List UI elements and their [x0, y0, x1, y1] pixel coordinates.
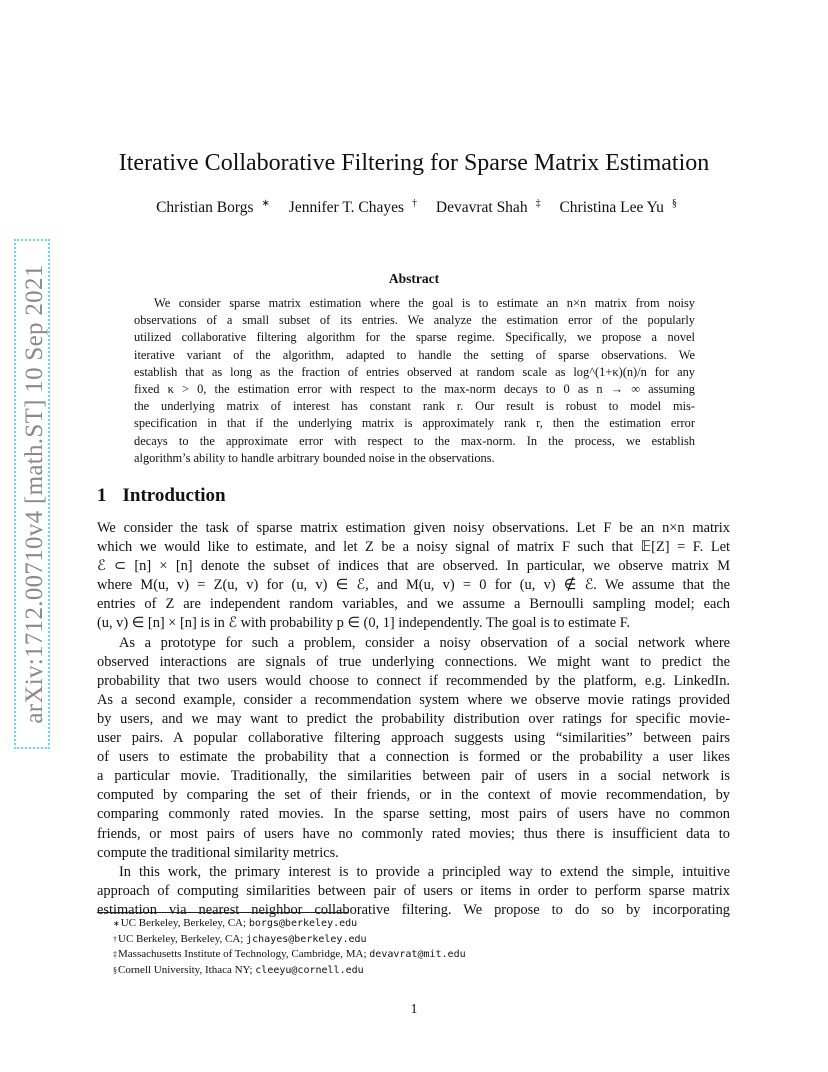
footnote-text: UC Berkeley, Berkeley, CA;: [120, 917, 249, 929]
abstract-line: algorithm’s ability to handle arbitrary bounded noise in the observations.: [134, 450, 495, 465]
body-line: which we would like to estimate, and let Z be a noisy signal of matrix F such that 𝔼[Z] = F. Let: [97, 539, 730, 556]
footnote: [113, 916, 466, 932]
footnote-mark: ‡: [535, 198, 541, 209]
footnote-email[interactable]: devavrat@mit.edu: [369, 949, 466, 961]
body-line: approach of computing similarities between pair of users or items in order to perform sparse matrix: [97, 882, 730, 899]
footnote-mark: †: [412, 198, 418, 209]
footnote-rule: [97, 912, 349, 913]
abstract-heading: Abstract: [388, 271, 440, 286]
abstract-line: specification in that if the underlying matrix is approximately rank r, then the estimation error: [134, 416, 695, 431]
footnote-mark: ∗: [261, 198, 270, 209]
footnote-email[interactable]: jchayes@berkeley.edu: [246, 933, 367, 945]
footnote: [113, 947, 466, 963]
arxiv-identifier[interactable]: arXiv:1712.00710v4 [math.ST] 10 Sep 2021: [21, 264, 48, 724]
footnote-mark: §: [113, 965, 117, 975]
body-line: observed interactions are signals of true underlying connections. We might want to predict the: [97, 653, 730, 670]
section-title: Introduction: [122, 485, 226, 506]
body-line: As a second example, consider a recommendation system where we observe movie ratings provided: [97, 691, 730, 708]
section-number: 1: [97, 485, 107, 506]
body-line: entries of Z are independent random variables, and we assume a Bernoulli sampling model; each: [97, 596, 730, 613]
body-line: a particular movie. Traditionally, the similarities between pair of users in a social network is: [97, 768, 730, 785]
footnote-email[interactable]: cleeyu@cornell.edu: [255, 964, 364, 976]
body-line: computed by comparing the set of their friends, or in the context of movie recommendation, by: [97, 787, 730, 804]
body-line: probability that two users would choose to connect if recommended by the platform, e.g. LinkedIn.: [97, 672, 730, 689]
paper-title: Iterative Collaborative Filtering for Sparse Matrix Estimation: [118, 150, 710, 176]
section-heading: [97, 485, 226, 507]
abstract-line: decays to the approximate error with respect to the max-norm. In the process, we establish: [134, 433, 695, 448]
abstract-line: iterative variant of the algorithm, adapted to handle the setting of sparse observations. We: [134, 347, 695, 362]
footnote-email[interactable]: borgs@berkeley.edu: [248, 918, 358, 929]
author: Devavrat Shah ‡: [435, 198, 541, 217]
body-line: estimation via nearest neighbor collaborative filtering. We propose to do so by incorporating: [97, 901, 730, 918]
page-number: 1: [410, 1002, 418, 1017]
footnote-mark: ∗: [113, 919, 120, 928]
body-line: by users, and we may want to predict the probability distribution over ratings for specific movie-: [97, 710, 730, 727]
author: Christian Borgs ∗: [156, 198, 270, 217]
abstract-body: [134, 295, 695, 467]
footnote-mark: ‡: [113, 950, 117, 960]
author: Jennifer T. Chayes †: [288, 198, 418, 217]
abstract-line: observations of a small subset of its entries. We analyze the estimation error of the popularly: [134, 313, 695, 328]
author: Christina Lee Yu §: [559, 198, 677, 217]
footnote-mark: §: [671, 198, 677, 209]
footnote-text: Massachusetts Institute of Technology, Cambridge, MA;: [118, 948, 370, 961]
body-line: comparing commonly rated movies. In the sparse setting, most pairs of users have no common: [97, 806, 730, 823]
body-line: compute the traditional similarity metrics.: [97, 844, 339, 861]
body-line: As a prototype for such a problem, consider a noisy observation of a social network where: [119, 634, 730, 651]
body-line: (u, v) ∈ [n] × [n] is in ℰ with probability p ∈ (0, 1] independently. The goal is to estimate F.: [97, 615, 631, 632]
body-line: user pairs. A popular collaborative filtering approach suggests using “similarities” between pairs: [97, 730, 730, 747]
footnote-text: Cornell University, Ithaca NY;: [118, 963, 256, 976]
footnotes: [113, 916, 466, 978]
footnote: [113, 932, 466, 948]
body-line: In this work, the primary interest is to provide a principled way to extend the simple, intuitive: [119, 863, 730, 880]
abstract-line: fixed κ > 0, the estimation error with respect to the max-norm decays to 0 as n → ∞ assuming: [134, 382, 695, 397]
abstract-line: the underlying matrix of interest has constant rank r. Our result is robust to model mis-: [134, 399, 695, 414]
body-line: We consider the task of sparse matrix estimation given noisy observations. Let F be an n×n matrix: [97, 520, 730, 536]
footnote-mark: †: [113, 934, 117, 944]
body-line: of users to estimate the probability that a connection is formed or the probability a user likes: [97, 749, 730, 766]
abstract-line: establish that as long as the fraction of entries observed at random scale as log^(1+κ)(n)/n for any: [134, 364, 695, 379]
footnote: [113, 963, 466, 979]
abstract-line: We consider sparse matrix estimation where the goal is to estimate an n×n matrix from noisy: [154, 296, 695, 310]
introduction-body: [97, 519, 730, 920]
footnote-text: UC Berkeley, Berkeley, CA;: [118, 932, 247, 945]
body-line: where M(u, v) = Z(u, v) for (u, v) ∈ ℰ, and M(u, v) = 0 for (u, v) ∉ ℰ. We assume that the: [97, 577, 730, 594]
body-line: friends, or most pairs of users have no commonly rated movies; thus there is insufficient data to: [97, 825, 730, 842]
author-list: [0, 198, 828, 217]
body-line: ℰ ⊂ [n] × [n] denote the subset of indices that are observed. In particular, we observe matrix M: [97, 558, 730, 575]
abstract-line: utilized collaborative filtering algorithm for the sparse regime. Specifically, we propose a novel: [134, 330, 695, 345]
